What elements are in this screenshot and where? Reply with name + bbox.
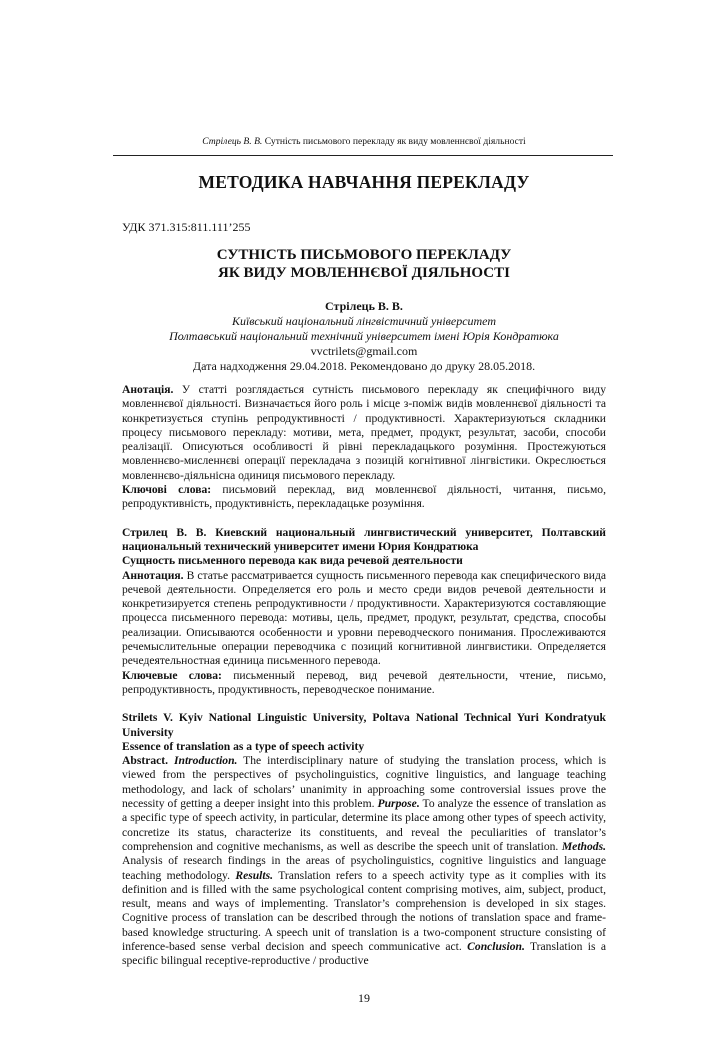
running-header-author: Стрілець В. В. [202, 136, 263, 147]
article-title-line: ЯК ВИДУ МОВЛЕННЄВОЇ ДІЯЛЬНОСТІ [218, 265, 510, 281]
en-title: Essence of translation as a type of speech activity [122, 739, 365, 753]
article-title-line: СУТНІСТЬ ПИСЬМОВОГО ПЕРЕКЛАДУ [216, 247, 512, 263]
abstract-label: Аннотация. [122, 568, 184, 582]
ru-title: Сущность письменного перевода как вида речевой деятельности [122, 554, 463, 568]
results-text: Translation refers to a speech activity type as it complies with its definition and is filled with the same psychological content comprising motives, aim, subject, product, result, means and ways of implementing. Translator’s comprehension is developed in six stages. Cognitive process of translation can be described through the notions of translation space and frame-based knowledge structuring. A speech unit of translation is a two-component structure consisting of inference-based sense verbal decision and speech communicative act. [122, 868, 606, 953]
author-name: Стрілець В. В. [325, 299, 403, 313]
affiliation: Київський національний лінгвістичний університет [231, 314, 497, 328]
author-email[interactable]: vvctrilets@gmail.com [310, 344, 418, 358]
abstract-label: Анотація. [122, 383, 174, 396]
document-page [122, 0, 606, 1046]
keywords-label: Ключевые слова: [122, 668, 222, 682]
keywords-text: письменный перевод, вид речевой деятельности, чтение, письмо, репродуктивность, продуктивность, переводческое понимание. [122, 668, 606, 696]
author-block [122, 299, 606, 374]
keywords-label: Ключові слова: [122, 483, 212, 497]
header-rule [113, 155, 613, 156]
affiliation: Полтавський національний технічний університет імені Юрія Кондратюка [169, 329, 559, 343]
submission-dates: Дата надходження 29.04.2018. Рекомендовано до друку 28.05.2018. [192, 359, 536, 373]
ru-author-line: Стрилец В. В. Киевский национальный лингвистический университет, Полтавский национальный технический университет имени Юрия Кондратюка [122, 525, 606, 553]
russian-abstract [122, 526, 606, 698]
introduction-label: Introduction. [173, 754, 238, 768]
english-abstract [122, 711, 606, 968]
purpose-text: To analyze the essence of translation as a specific type of speech activity, in particular, determine its place among other types of speech activity, concretize its status, characterize its constituents, and reveal the peculiarities of translator’s comprehension and cognitive mechanisms, as well as describe the speech unit of translation. [122, 797, 606, 853]
keywords-text: письмовий переклад, вид мовленнєвої діяльності, читання, письмо, репродуктивність, продуктивність, перекладацьке розуміння. [122, 483, 606, 511]
ukrainian-abstract [122, 383, 606, 512]
methods-text: Analysis of research findings in the areas of psycholinguistics, cognitive linguistics and language teaching methodology. [122, 854, 606, 882]
page-number: 19 [358, 990, 370, 1005]
conclusion-text: Translation is a specific bilingual receptive-reproductive / productive [122, 939, 606, 968]
results-label: Results. [235, 868, 274, 882]
udk-code: УДК 371.315:811.111’255 [122, 220, 251, 234]
conclusion-label: Conclusion. [467, 939, 525, 953]
section-title: МЕТОДИКА НАВЧАННЯ ПЕРЕКЛАДУ [198, 172, 530, 192]
en-author-line: Strilets V. Kyiv National Linguistic University, Poltava National Technical Yuri Kondratyuk University [122, 711, 606, 739]
abstract-label: Abstract. [122, 754, 169, 768]
running-header [122, 136, 606, 148]
introduction-text: The interdisciplinary nature of studying the translation process, which is viewed from the perspectives of psycholinguistics, cognitive linguistics, and language teaching methodology, and lack of scholars’ unanimity in approaching some controversial issues prove the necessity of getting a deeper insight into this problem. [122, 754, 606, 811]
running-header-title: Сутність письмового перекладу як виду мовленнєвої діяльності [264, 136, 526, 147]
abstract-text: У статті розглядається сутність письмового перекладу як специфічного виду мовленнєвої діяльності. Визначається його роль і місце з-поміж видів мовленнєвої діяльності та конкретизується ступінь репродуктивності / продуктивності. Характеризуються складники процесу письмового перекладу: мотиви, мета, предмет, продукт, результат, засоби, способи реалізації. Описуються особливості й рівні перекладацького розуміння. Простежуються мовленнєво-мисленнєві операції перекладача з позицій когнітивної лінгвістики. Окреслюється мовленнєво-діяльнісна одиниця письмового перекладу. [122, 383, 606, 482]
purpose-label: Purpose. [377, 797, 420, 811]
article-title [122, 246, 606, 282]
en-abstract-body [122, 754, 606, 968]
methods-label: Methods. [561, 839, 606, 853]
abstract-text: В статье рассматривается сущность письменного перевода как специфического вида речевой деятельности. Определяется его роль и место среди видов речевой деятельности и конкретизируется степень репродуктивности / продуктивности. Характеризуются составляющие процесса письменного перевода: мотивы, цель, предмет, продукт, результат, средства, способы реализации. Описываются особенности и уровни переводческого понимания. Прослеживаются речемыслительные операции переводчика с позиций когнитивной лингвистики. Определяется речедеятельностная единица письменного перевода. [122, 568, 606, 668]
